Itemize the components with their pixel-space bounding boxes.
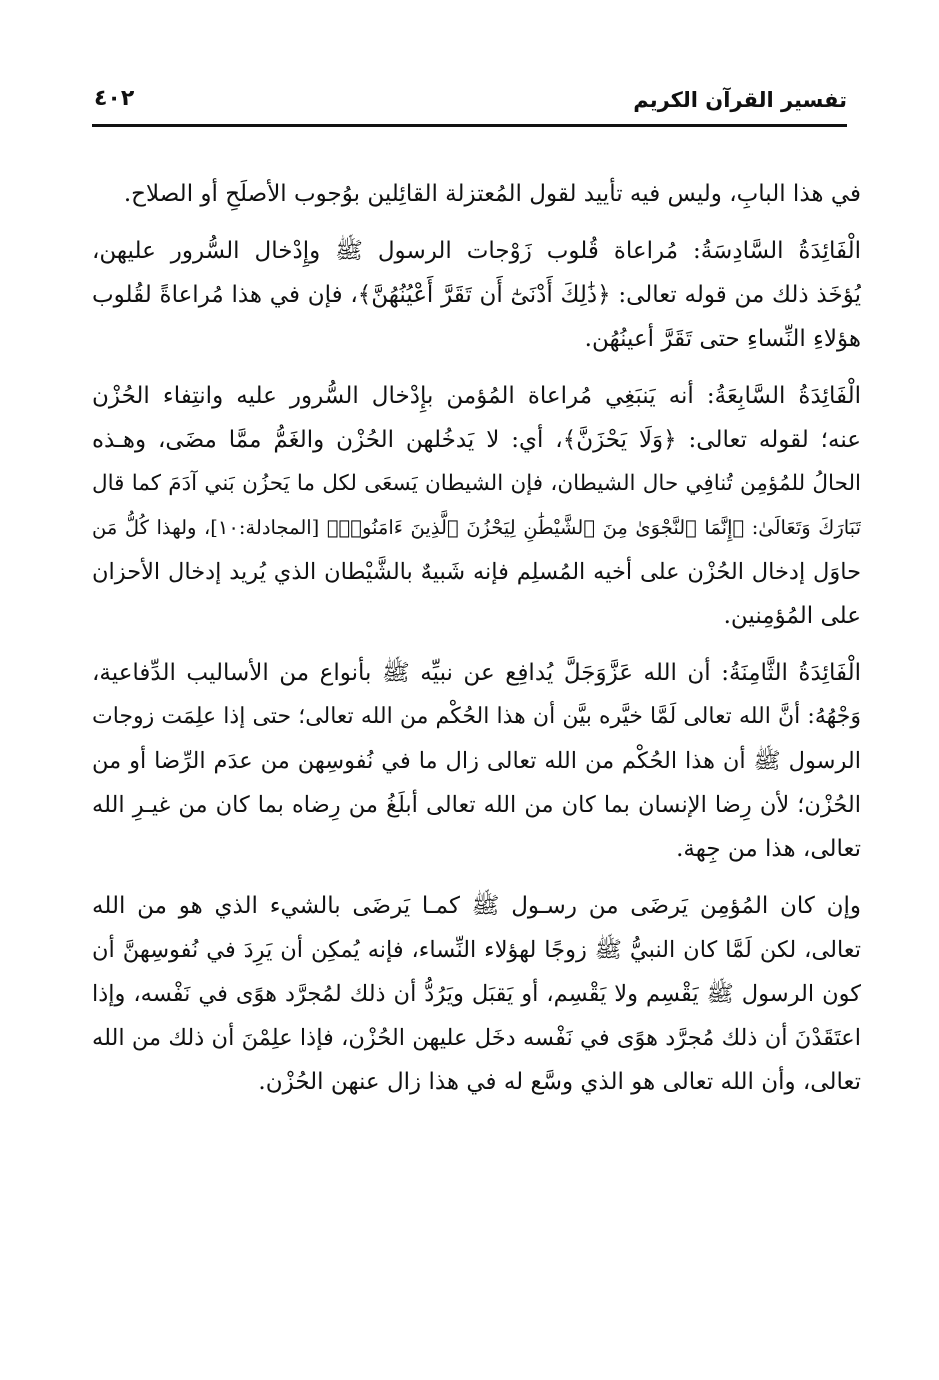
text-line: تعالى، لكن لَمَّا كان النبيُّ ﷺ زوجًا لهؤلاء النِّساء، فإنه يُمكِن أن يَرِدَ في نُفوسِهنَّ أن (92, 937, 861, 963)
text-line: وإن كان المُؤمِن يَرضَى من رسـول ﷺ كمـا يَرضَى بالشيء الذي هو من الله (92, 893, 861, 919)
running-header (92, 82, 847, 126)
text-line: تَبَارَكَ وَتَعَالَىٰ: ﴿إِنَّمَا ٱلنَّجْوَىٰ مِنَ ٱلشَّيْطَٰنِ لِيَحْزُنَ ٱلَّذِينَ ءَامَنُوا۟﴾ [المجادلة:١٠]، ولهذا كُلُّ مَن (92, 516, 861, 539)
text-line: يُؤخَذ ذلك من قوله تعالى: ﴿ذَٰلِكَ أَدْنَىٰٓ أَن تَقَرَّ أَعْيُنُهُنَّ﴾، فإن في هذا مُراعاةً لقُلوب (92, 282, 861, 308)
text-line: عنه؛ لقوله تعالى: ﴿وَلَا يَحْزَنَّ﴾، أي: لا يَدخُلهن الحُزْن والغَمُّ ممَّا مضَى، وهـذه (92, 427, 861, 453)
text-line: الحُزْن؛ لأن رِضا الإنسان بما كان من الله تعالى أبلَغُ من رِضاه بما كان من غيـرِ الله (92, 792, 861, 818)
paragraph (92, 229, 861, 361)
text-line: الْفَائِدَةُ السَّادِسَةُ: مُراعاة قُلوب زَوْجات الرسول ﷺ وإِدْخال السُّرور عليهن، (92, 238, 861, 264)
text-line: هؤلاءِ النِّساءِ حتى تَقَرَّ أعينُهُن. (584, 326, 861, 352)
text-line: اعتَقَدْنَ أن ذلك مُجرَّد هوًى في نَفْسه دخَل عليهن الحُزْن، فإذا علِمْنَ أن ذلك من الله (92, 1025, 861, 1051)
text-line: الْفَائِدَةُ السَّابِعَةُ: أنه يَنبَغِي مُراعاة المُؤمن بإِدْخال السُّرور عليه وانتِفاء الحُزْن (92, 383, 861, 409)
body-text (92, 172, 861, 1104)
header-rule (92, 124, 847, 127)
text-line: كون الرسول ﷺ يَقْسِم ولا يَقْسِم، أو يَقبَل ويَرُدُّ أن ذلك لمُجرَّد هوًى في نَفْسه، وإذا (92, 981, 861, 1007)
text-line: الحالُ للمُؤمِن تُنافِي حال الشيطان، فإن الشيطان يَسعَى لكل ما يَحزُن بَني آدَمَ كما قال (92, 471, 861, 496)
paragraph (92, 651, 861, 871)
paragraph (92, 884, 861, 1104)
text-line: وَجْهُهُ: أنَّ الله تعالى لَمَّا خيَّره بيَّن أن هذا الحُكْم من الله تعالى؛ حتى إذا علِمَت زوجات (92, 704, 861, 729)
text-line: تعالى، هذا من جِهة. (676, 836, 861, 862)
page-number: ٤٠٢ (94, 86, 135, 111)
paragraph (92, 374, 861, 638)
paragraph (92, 172, 861, 216)
header-title: تفسير القرآن الكريم (633, 88, 847, 112)
text-line: على المُؤمِنين. (723, 603, 861, 629)
text-line: حاوَل إدخال الحُزْن على أخيه المُسلِم فإنه شَبيهٌ بالشَّيْطان الذي يُريد إدخال الأحزان (92, 559, 861, 585)
text-line: في هذا البابِ، وليس فيه تأييد لقول المُعتزلة القائِلين بوُجوب الأصلَحِ أو الصلاح. (123, 181, 861, 207)
text-line: الْفَائِدَةُ الثَّامِنَةُ: أن الله عَزَّوَجَلَّ يُدافِع عن نبيِّه ﷺ بأنواع من الأساليب الدِّفاعية، (92, 660, 861, 686)
text-line: الرسول ﷺ أن هذا الحُكْم من الله تعالى زال ما في نُفوسِهن من عدَم الرِّضا أو من (92, 748, 861, 774)
text-line: تعالى، وأن الله تعالى هو الذي وسَّع له في هذا زال عنهن الحُزْن. (258, 1069, 861, 1095)
